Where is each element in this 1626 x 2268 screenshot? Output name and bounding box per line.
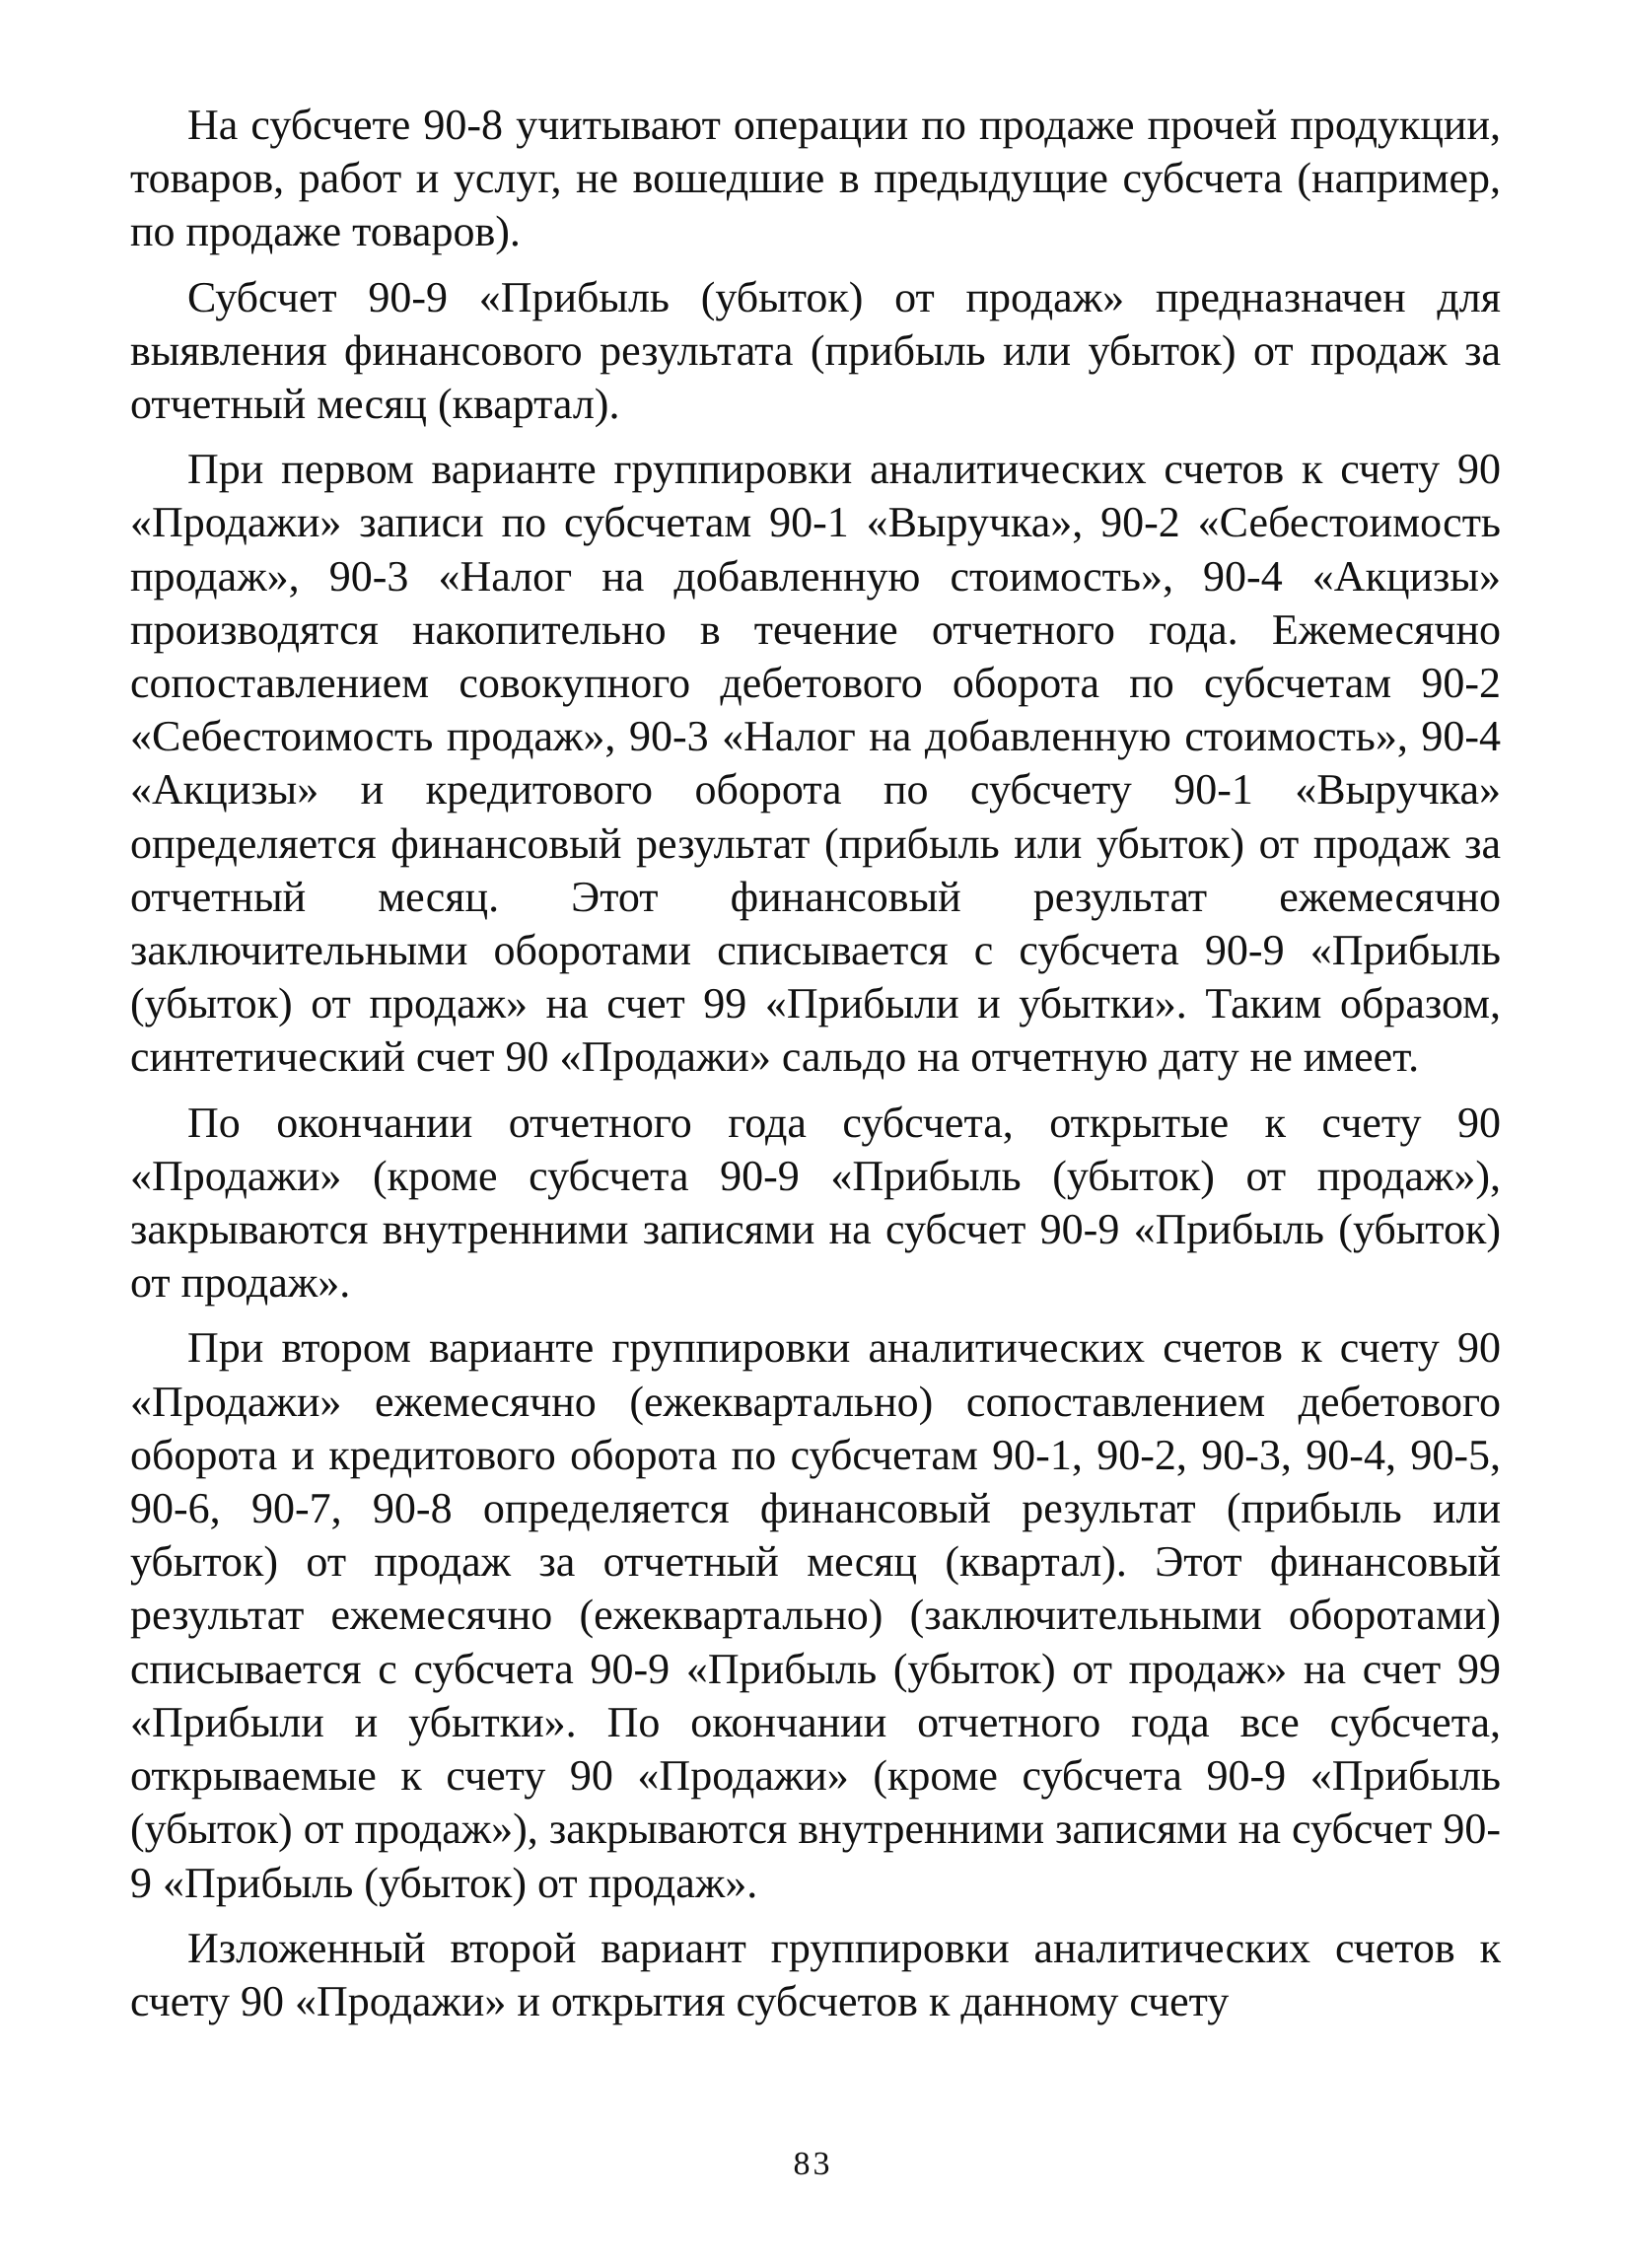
paragraph-summary: Изложенный второй вариант группировки аналитических счетов к счету 90 «Продажи» и открытия субсчетов к данному счету bbox=[130, 1923, 1501, 2025]
page-number: 83 bbox=[793, 2146, 833, 2182]
paragraph-year-end-closing: По окончании отчетного года субсчета, открытые к счету 90 «Продажи» (кроме субсчета 90-9 «Прибыль (убыток) от продаж»), закрываются внутренними записями на субсчет 90-9 «Прибыль (убыток) от продаж». bbox=[130, 1098, 1501, 1308]
page-body bbox=[130, 99, 1501, 2229]
paragraph-first-variant: При первом варианте группировки аналитических счетов к счету 90 «Продажи» записи по субсчетам 90-1 «Выручка», 90-2 «Себестоимость продаж», 90-3 «Налог на добавленную стоимость», 90-4 «Акцизы» производятся накопительно в течение отчетного года. Ежемесячно сопоставлением совокупного дебетового оборота по субсчетам 90-2 «Себестоимость продаж», 90-3 «Налог на добавленную стоимость», 90-4 «Акцизы» и кредитового оборота по субсчету 90-1 «Выручка» определяется финансовый результат (прибыль или убыток) от продаж за отчетный месяц. Этот финансовый результат ежемесячно заключительными оборотами списывается с субсчета 90-9 «Прибыль (убыток) от продаж» на счет 99 «Прибыли и убытки». Таким образом, синтетический счет 90 «Продажи» сальдо на отчетную дату не имеет. bbox=[130, 445, 1501, 1082]
paragraph-subaccount-90-9: Субсчет 90-9 «Прибыль (убыток) от продаж» предназначен для выявления финансового результата (прибыль или убыток) от продаж за отчетный месяц (квартал). bbox=[130, 272, 1501, 429]
paragraph-subaccount-90-8: На субсчете 90-8 учитывают операции по продаже прочей продукции, товаров, работ и услуг, не вошедшие в предыдущие субсчета (например, по продаже товаров). bbox=[130, 101, 1501, 256]
paragraph-second-variant: При втором варианте группировки аналитических счетов к счету 90 «Продажи» ежемесячно (ежеквартально) сопоставлением дебетового оборота и кредитового оборота по субсчетам 90-1, 90-2, 90-3, 90-4, 90-5, 90-6, 90-7, 90-8 определяется финансовый результат (прибыль или убыток) от продаж за отчетный месяц (квартал). Этот финансовый результат ежемесячно (ежеквартально) (заключительными оборотами) списывается с субсчета 90-9 «Прибыль (убыток) от продаж» на счет 99 «Прибыли и убытки». По окончании отчетного года все субсчета, открываемые к счету 90 «Продажи» (кроме субсчета 90-9 «Прибыль (убыток) от продаж»), закрываются внутренними записями на субсчет 90-9 «Прибыль (убыток) от продаж». bbox=[130, 1323, 1501, 1907]
